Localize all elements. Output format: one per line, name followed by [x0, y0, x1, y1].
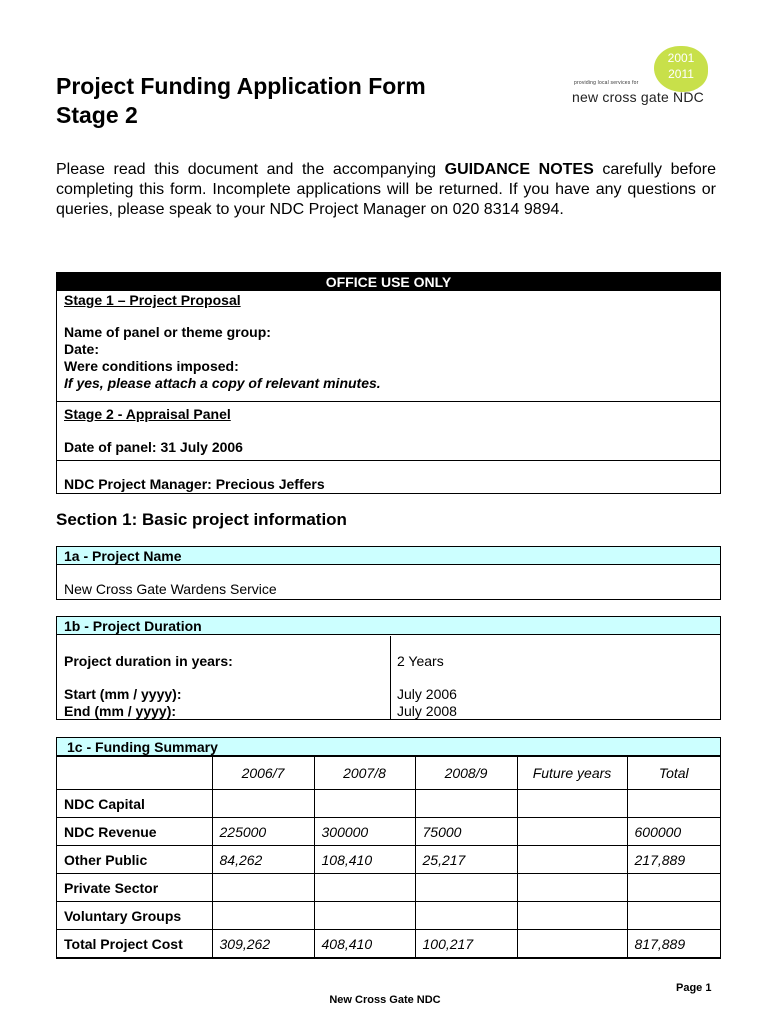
project-name-value: New Cross Gate Wardens Service: [64, 581, 277, 597]
logo-blob: [654, 46, 708, 92]
project-duration-header: 1b - Project Duration: [57, 617, 720, 635]
row-label: Total Project Cost: [57, 930, 212, 958]
stage2-title: Stage 2 - Appraisal Panel: [64, 406, 231, 422]
col-2006-7: 2006/7: [212, 757, 314, 790]
table-row: [57, 874, 720, 902]
date-of-panel: Date of panel: 31 July 2006: [64, 439, 243, 455]
table-row: Total Project Cost 309,262 408,410 100,217 817,889: [57, 930, 720, 958]
row-label: Other Public: [57, 846, 212, 874]
funding-table: [57, 756, 720, 958]
duration-label: Project duration in years:: [64, 653, 233, 669]
duration-value: 2 Years: [397, 653, 444, 669]
col-total: Total: [627, 757, 720, 790]
col-2007-8: 2007/8: [314, 757, 415, 790]
page-title: [56, 72, 426, 130]
row-label: Private Sector: [57, 874, 212, 902]
logo-year-start: 2001: [667, 51, 695, 65]
title-line-1: Project Funding Application Form: [56, 73, 426, 99]
table-row: NDC Revenue 225000 300000 75000 600000: [57, 818, 720, 846]
funding-summary-box: [56, 737, 721, 959]
stage2-block: [57, 401, 720, 460]
project-name-header: 1a - Project Name: [57, 547, 720, 565]
section1-title: Section 1: Basic project information: [56, 510, 347, 529]
logo-year-end: 2011: [668, 67, 694, 81]
project-duration-box: [56, 616, 721, 720]
funding-header-row: [57, 757, 720, 790]
page-number: Page 1: [676, 982, 712, 994]
panel-label: Name of panel or theme group:: [64, 324, 271, 340]
conditions-note: If yes, please attach a copy of relevant minutes.: [64, 375, 381, 391]
office-use-header: OFFICE USE ONLY: [57, 273, 720, 291]
end-value: July 2008: [397, 703, 457, 719]
date-label: Date:: [64, 341, 100, 357]
row-label: NDC Revenue: [57, 818, 212, 846]
col-future-years: Future years: [517, 757, 627, 790]
project-manager: NDC Project Manager: Precious Jeffers: [57, 460, 720, 497]
col-2008-9: 2008/9: [415, 757, 517, 790]
funding-summary-header: 1c - Funding Summary: [57, 738, 720, 756]
start-label: Start (mm / yyyy):: [64, 686, 182, 702]
intro-paragraph: Please read this document and the accompanying GUIDANCE NOTES carefully before completing this form. Incomplete applications will be returned. If you have any questions or queries, please speak to your NDC Project Manager on 020 8314 9894.: [56, 161, 716, 218]
duration-divider: [390, 636, 391, 719]
start-value: July 2006: [397, 686, 457, 702]
stage1-title: Stage 1 – Project Proposal: [64, 292, 241, 308]
row-label: NDC Capital: [57, 790, 212, 818]
logo-name: new cross gate NDC: [572, 89, 704, 105]
guidance-notes-emphasis: GUIDANCE NOTES: [444, 161, 594, 178]
ndc-logo: [570, 46, 710, 108]
end-label: End (mm / yyyy):: [64, 703, 177, 719]
table-row: [57, 902, 720, 930]
stage1-block: [57, 291, 720, 396]
project-name-box: [56, 546, 721, 600]
office-use-box: [56, 272, 721, 494]
row-label: Voluntary Groups: [57, 902, 212, 930]
footer-org: New Cross Gate NDC: [329, 994, 441, 1006]
table-row: [57, 790, 720, 818]
logo-tagline: providing local services for: [574, 80, 639, 86]
table-row: Other Public 84,262 108,410 25,217 217,889: [57, 846, 720, 874]
conditions-label: Were conditions imposed:: [64, 358, 239, 374]
title-line-2: Stage 2: [56, 102, 138, 128]
